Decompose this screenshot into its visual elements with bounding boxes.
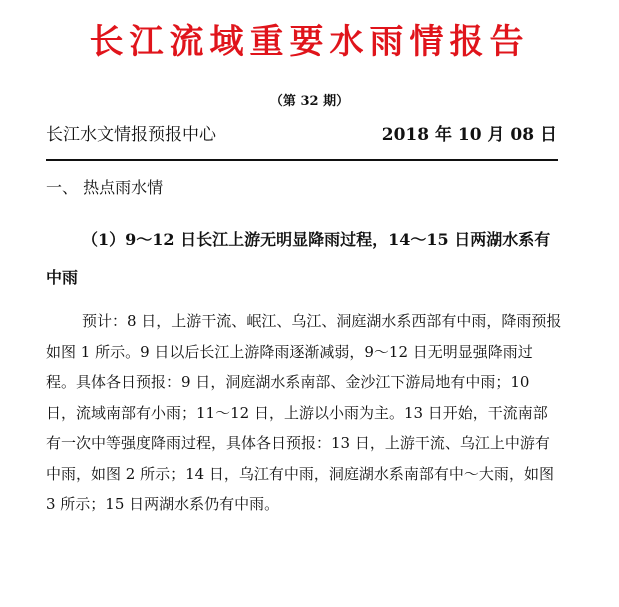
issue-close-paren: ）	[336, 94, 350, 109]
agency-name: 长江水文情报预报中心	[46, 125, 216, 145]
section-subheading: （1）9～12 日长江上游无明显降雨过程，14～15 日两湖水系有中雨	[46, 230, 551, 287]
report-meta-row	[46, 120, 557, 144]
issue-number	[0, 90, 619, 109]
issue-label: 第 32 期	[282, 94, 337, 109]
header-divider	[46, 159, 558, 161]
section-title: 一、 热点雨水情	[46, 178, 164, 197]
forecast-paragraph: 预计：8 日，上游干流、岷江、乌江、洞庭湖水系西部有中雨，降雨预报如图 1 所示。9 日以后长江上游降雨逐渐减弱，9～12 日无明显强降雨过程。具体各日预报：9 日，洞庭湖水系南部、金沙江下游局地有中雨；10 日，流域南部有小雨；11～12 日，上游以小雨为主。13 日开始，干流南部有一次中等强度降雨过程，具体各日预报：13 日，上游干流、乌江上中游有中雨，如图 2 所示；14 日，乌江有中雨，洞庭湖水系南部有中～大雨，如图 3 所示；15 日两湖水系仍有中雨。	[46, 312, 562, 513]
issue-open-paren: （	[269, 94, 283, 109]
report-masthead: 长江流域重要水雨情报告	[89, 22, 530, 62]
report-date: 2018 年 10 月 08 日	[381, 125, 557, 145]
